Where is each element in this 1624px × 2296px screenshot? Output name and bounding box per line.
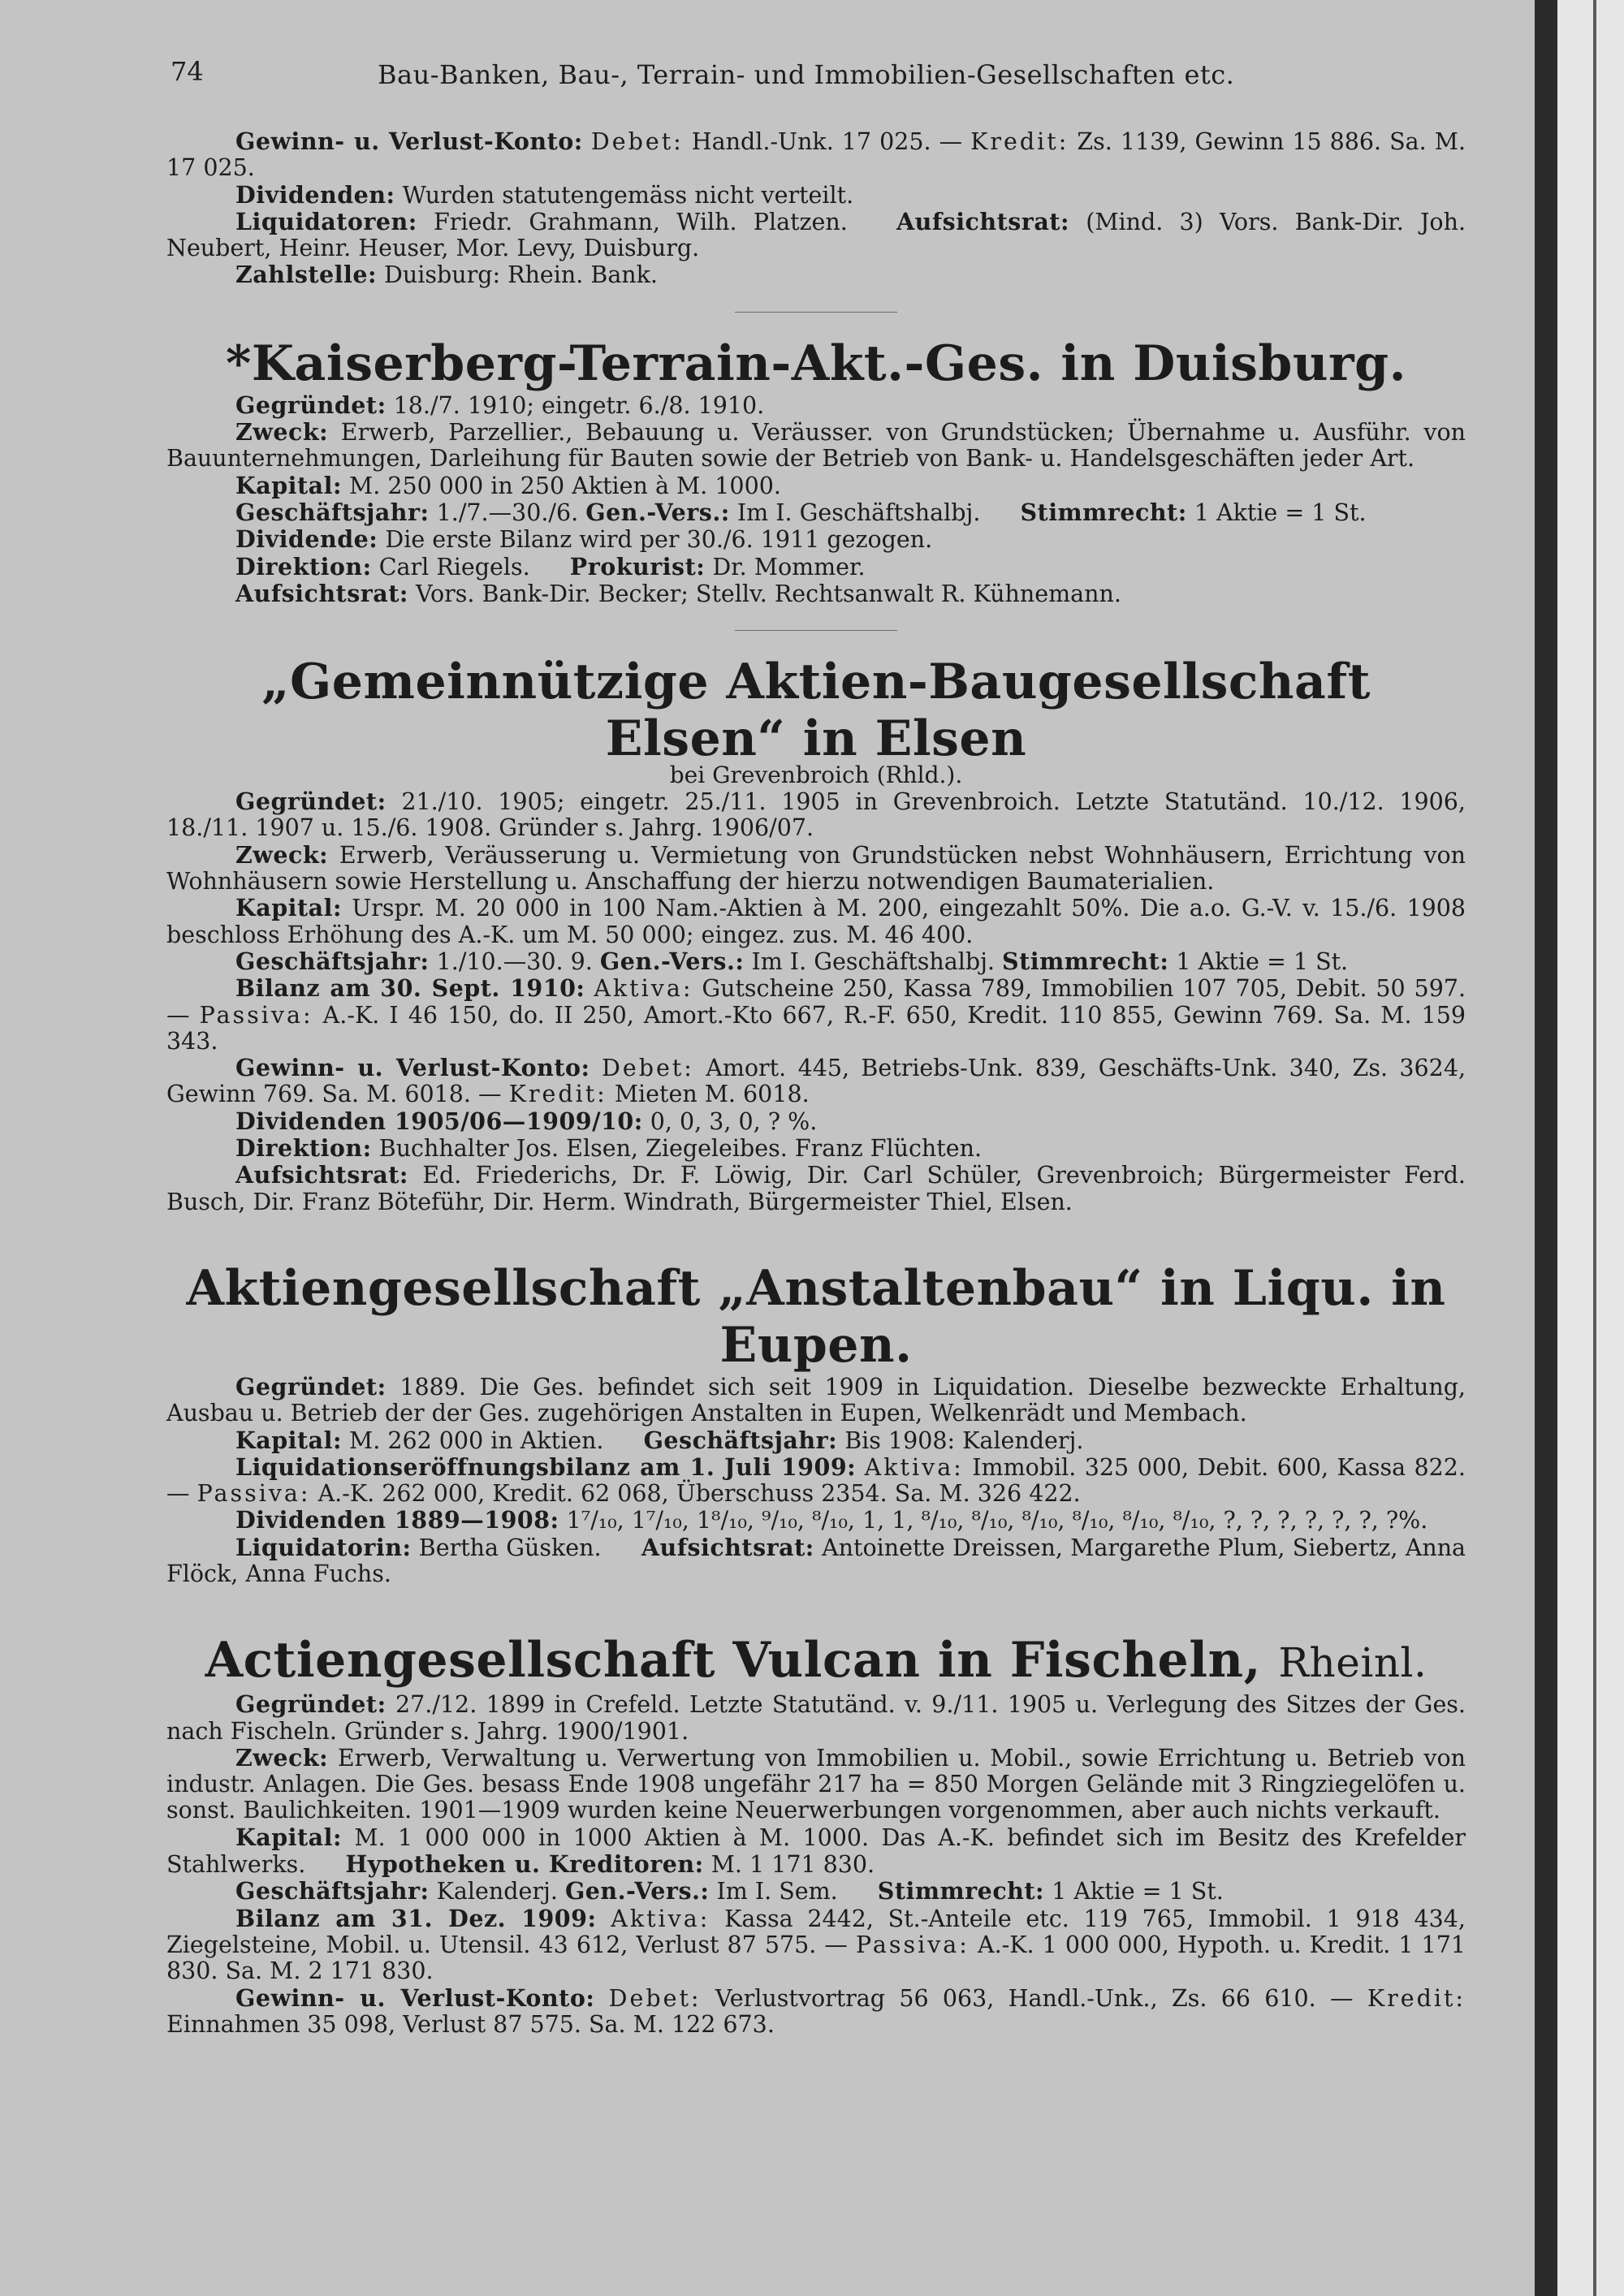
liquidation-balance-label: Liquidationseröffnungsbilanz am 1. Juli 1909: — [235, 1452, 857, 1481]
guv-paragraph — [166, 1055, 1466, 1108]
page-number: 74 — [171, 56, 204, 87]
purpose-text: Erwerb, Parzellier., Bebauung u. Veräusser. von Grundstücken; Übernahme u. Ausführ. von Bauunternehmungen, Darleihung für Bauten sowie der Betrieb von Bank- u. Handelsgeschäften jeder Art. — [166, 419, 1466, 473]
supervisory-paragraph — [166, 1162, 1466, 1215]
capital-label: Kapital: — [235, 1426, 342, 1454]
capital-text: M. 262 000 in Aktien. — [349, 1426, 604, 1454]
direction-paragraph — [166, 1135, 1466, 1162]
paying-agent-paragraph — [166, 261, 1466, 288]
company-title-region: Rheinl. — [1278, 1639, 1427, 1687]
debet-label: Debet: — [601, 1055, 694, 1082]
capital-label: Kapital: — [235, 894, 342, 922]
voting-right-text: 1 Aktie = 1 St. — [1052, 1878, 1224, 1905]
capital-paragraph — [166, 1427, 1466, 1454]
guv-kredit-text: Mieten M. 6018. — [614, 1081, 810, 1108]
capital-paragraph — [166, 895, 1466, 948]
purpose-label: Zweck: — [235, 1743, 329, 1772]
liquidators-label: Liquidatoren: — [235, 207, 417, 235]
guv-kredit-text: Zs. 1139, Gewinn 15 886. Sa. M. 17 025. — [166, 128, 1466, 182]
fiscal-year-paragraph — [166, 499, 1466, 526]
dividends-label: Dividenden 1905/06—1909/10: — [235, 1107, 643, 1135]
purpose-label: Zweck: — [235, 840, 329, 869]
purpose-label: Zweck: — [235, 418, 329, 447]
section-divider — [735, 630, 897, 631]
dividends-text: 0, 0, 3, 0, ? %. — [650, 1107, 818, 1135]
dividends-text: 1⁷/₁₀, 1⁷/₁₀, 1⁸/₁₀, ⁹/₁₀, ⁸/₁₀, 1, 1, ⁸/₁₀, ⁸/₁₀, ⁸/₁₀, ⁸/₁₀, ⁸/₁₀, ⁸/₁₀, ?, ?, ?, ?, ?, ?, ?%. — [566, 1507, 1428, 1534]
assets-label: Aktiva: — [864, 1453, 964, 1481]
fiscal-year-label: Geschäftsjahr: — [235, 947, 430, 975]
purpose-paragraph — [166, 1745, 1466, 1824]
voting-right-label: Stimmrecht: — [1002, 947, 1169, 975]
company-title: Aktiengesellschaft „Anstaltenbau“ in Liqu. in Eupen. — [186, 1259, 1446, 1374]
company-title — [166, 1632, 1466, 1691]
general-meeting-label: Gen.-Vers.: — [599, 947, 745, 975]
balance-paragraph — [166, 975, 1466, 1055]
dividend-label: Dividende: — [235, 525, 378, 554]
entry-elsen — [166, 654, 1466, 1215]
liquidation-balance-paragraph — [166, 1454, 1466, 1508]
liquidators-paragraph — [166, 209, 1466, 262]
entry-continuation — [166, 128, 1466, 289]
founded-label: Gegründet: — [235, 1690, 387, 1719]
capital-text: Urspr. M. 20 000 in 100 Nam.-Aktien à M. 200, eingezahlt 50%. Die a.o. G.-V. v. 15./6. 1908 beschloss Erhöhung des A.-K. um M. 50 000; eingez. zus. M. 46 400. — [166, 895, 1466, 948]
supervisory-board-text: Vors. Bank-Dir. Becker; Stellv. Rechtsanwalt R. Kühnemann. — [415, 580, 1121, 607]
capital-label: Kapital: — [235, 1823, 342, 1851]
capital-text: M. 250 000 in 250 Aktien à M. 1000. — [349, 472, 781, 499]
fiscal-year-text: 1./10.—30. 9. — [436, 947, 593, 975]
voting-right-label: Stimmrecht: — [1020, 498, 1187, 526]
supervisory-board-label: Aufsichtsrat: — [641, 1533, 814, 1561]
guv-paragraph — [166, 128, 1466, 182]
purpose-text: Erwerb, Verwaltung u. Verwertung von Immobilien u. Mobil., sowie Errichtung u. Betrieb von industr. Anlagen. Die Ges. besass Ende 1908 ungefähr 217 ha = 850 Morgen Gelände mit 3 Ringziegelöfen u. sonst. Baulichkeiten. 1901—1909 wurden keine Neuerwerbungen vorgenommen, aber auch nichts verkauft. — [166, 1744, 1466, 1824]
supervisory-board-label: Aufsichtsrat: — [235, 1161, 408, 1189]
page-content — [166, 49, 1466, 2038]
direction-label: Direktion: — [235, 1134, 372, 1163]
guv-label: Gewinn- u. Verlust-Konto: — [235, 1983, 595, 2012]
founded-paragraph — [166, 392, 1466, 419]
liabilities-text: A.-K. I 46 150, do. II 250, Amort.-Kto 667, R.-F. 650, Kredit. 110 855, Gewinn 769. Sa. M. 159 343. — [166, 1001, 1466, 1055]
capital-paragraph — [166, 473, 1466, 499]
liquidator-label: Liquidatorin: — [235, 1533, 412, 1561]
general-meeting-text: Im I. Geschäftshalbj. — [751, 947, 995, 975]
company-title: *Kaiserberg-Terrain-Akt.-Ges. in Duisburg. — [226, 334, 1406, 392]
founded-text: 27./12. 1899 in Crefeld. Letzte Statutänd. v. 9./11. 1905 u. Verlegung des Sitzes der Ges. nach Fischeln. Gründer s. Jahrg. 1900/1901. — [166, 1691, 1466, 1745]
fiscal-year-text: 1./7.—30./6. — [436, 498, 579, 526]
liquidator-paragraph — [166, 1534, 1466, 1588]
supervisory-board-label: Aufsichtsrat: — [235, 579, 408, 607]
guv-debet-text: Amort. 445, Betriebs-Unk. 839, Geschäfts-Unk. 340, Zs. 3624, Gewinn 769. Sa. M. 6018. — — [166, 1055, 1466, 1108]
section-divider — [735, 312, 897, 313]
voting-right-text: 1 Aktie = 1 St. — [1176, 947, 1349, 975]
liabilities-label: Passiva: — [855, 1931, 970, 1958]
general-meeting-text: Im I. Sem. — [716, 1878, 838, 1905]
dividend-text: Die erste Bilanz wird per 30./6. 1911 gezogen. — [385, 526, 933, 554]
paying-agent-text: Duisburg: Rhein. Bank. — [384, 261, 658, 289]
liabilities-label: Passiva: — [199, 1001, 313, 1029]
dividends-label: Dividenden: — [235, 180, 395, 209]
fiscal-year-paragraph — [166, 948, 1466, 975]
founded-text: 1889. Die Ges. befindet sich seit 1909 in Liquidation. Dieselbe bezweckte Erhaltung, Ausbau u. Betrieb der der Ges. zugehörigen Anstalten in Eupen, Welkenrädt und Membach. — [166, 1373, 1466, 1427]
fiscal-year-label: Geschäftsjahr: — [643, 1426, 838, 1454]
founded-paragraph — [166, 1691, 1466, 1745]
assets-text: Kassa 2442, St.-Anteile etc. 119 765, Immobil. 1 918 434, Ziegelsteine, Mobil. u. Utensil. 43 612, Verlust 87 575. — — [166, 1905, 1466, 1958]
fiscal-year-paragraph — [166, 1878, 1466, 1905]
debet-label: Debet: — [608, 1984, 702, 2012]
liabilities-label: Passiva: — [197, 1480, 311, 1508]
entry-eupen — [166, 1260, 1466, 1587]
mortgages-text: M. 1 171 830. — [710, 1851, 875, 1879]
direction-text: Buchhalter Jos. Elsen, Ziegeleibes. Franz Flüchten. — [378, 1135, 983, 1163]
debet-label: Debet: — [590, 128, 684, 155]
general-meeting-label: Gen.-Vers.: — [585, 498, 730, 526]
kredit-label: Kredit: — [970, 128, 1069, 155]
capital-text: M. 1 000 000 in 1000 Aktien à M. 1000. Das A.-K. befindet sich im Besitz des Krefelder Stahlwerks. — [166, 1823, 1466, 1879]
dividend-paragraph — [166, 526, 1466, 553]
paying-agent-label: Zahlstelle: — [235, 261, 377, 289]
assets-text: Immobil. 325 000, Debit. 600, Kassa 822. — — [166, 1453, 1466, 1508]
purpose-paragraph — [166, 842, 1466, 896]
founded-text: 21./10. 1905; eingetr. 25./11. 1905 in Grevenbroich. Letzte Statutänd. 10./12. 1906, 18./11. 1907 u. 15./6. 1908. Gründer s. Jahrg. 1906/07. — [166, 788, 1466, 842]
liabilities-text: A.-K. 262 000, Kredit. 62 068, Überschuss 2354. Sa. M. 326 422. — [317, 1480, 1081, 1508]
liquidators-text: Friedr. Grahmann, Wilh. Platzen. — [434, 208, 848, 235]
page-edge-line — [1593, 0, 1596, 2296]
capital-paragraph — [166, 1824, 1466, 1879]
voting-right-label: Stimmrecht: — [877, 1877, 1045, 1905]
founded-paragraph — [166, 1374, 1466, 1427]
company-title: „Gemeinnützige Aktien-Baugesellschaft Elsen“ in Elsen — [261, 654, 1371, 768]
running-head: Bau-Banken, Bau-, Terrain- und Immobilien-Gesellschaften etc. — [378, 59, 1235, 90]
dividends-text: Wurden statutengemäss nicht verteilt. — [402, 181, 854, 209]
supervisory-board-text: (Mind. 3) Vors. Bank-Dir. Joh. Neubert, Heinr. Heuser, Mor. Levy, Duisburg. — [166, 208, 1466, 262]
dividends-paragraph — [166, 1507, 1466, 1534]
supervisory-paragraph — [166, 580, 1466, 607]
guv-kredit-text: Einnahmen 35 098, Verlust 87 575. Sa. M. 122 673. — [166, 2010, 775, 2038]
purpose-paragraph — [166, 419, 1466, 473]
procurator-label: Prokurist: — [569, 552, 706, 580]
kredit-label: Kredit: — [1367, 1984, 1466, 2012]
direction-text: Carl Riegels. — [378, 553, 530, 580]
supervisory-board-label: Aufsichtsrat: — [896, 207, 1069, 235]
page-margin-strip — [1557, 0, 1624, 2296]
entry-kaiserberg — [166, 335, 1466, 607]
fiscal-year-label: Geschäftsjahr: — [235, 1877, 430, 1905]
kredit-label: Kredit: — [508, 1081, 607, 1108]
company-subtitle: bei Grevenbroich (Rhld.). — [669, 762, 963, 789]
dividends-paragraph — [166, 1108, 1466, 1135]
supervisory-board-text: Antoinette Dreissen, Margarethe Plum, Siebertz, Anna Flöck, Anna Fuchs. — [166, 1534, 1466, 1587]
board-paragraph — [166, 554, 1466, 580]
mortgages-label: Hypotheken u. Kreditoren: — [345, 1850, 704, 1879]
founded-paragraph — [166, 788, 1466, 842]
liabilities-text: A.-K. 1 000 000, Hypoth. u. Kredit. 1 171 830. Sa. M. 2 171 830. — [166, 1931, 1466, 1985]
assets-label: Aktiva: — [594, 975, 693, 1003]
entry-vulcan — [166, 1632, 1466, 2038]
fiscal-year-text: Kalenderj. — [436, 1878, 558, 1905]
guv-debet-text: Verlustvortrag 56 063, Handl.-Unk., Zs. 66 610. — — [715, 1984, 1354, 2012]
guv-debet-text: Handl.-Unk. 17 025. — — [691, 128, 963, 155]
voting-right-text: 1 Aktie = 1 St. — [1194, 498, 1367, 526]
founded-label: Gegründet: — [235, 1372, 387, 1400]
balance-label: Bilanz am 30. Sept. 1910: — [235, 974, 585, 1003]
direction-label: Direktion: — [235, 552, 372, 580]
dividends-label: Dividenden 1889—1908: — [235, 1506, 559, 1534]
assets-label: Aktiva: — [611, 1905, 710, 1932]
founded-label: Gegründet: — [235, 391, 387, 419]
founded-label: Gegründet: — [235, 788, 387, 816]
page-binding-edge — [1535, 0, 1557, 2296]
fiscal-year-text: Bis 1908: Kalenderj. — [844, 1426, 1084, 1454]
fiscal-year-label: Geschäftsjahr: — [235, 498, 430, 526]
balance-label: Bilanz am 31. Dez. 1909: — [235, 1904, 597, 1932]
balance-paragraph — [166, 1905, 1466, 1985]
guv-paragraph — [166, 1985, 1466, 2039]
guv-label: Gewinn- u. Verlust-Konto: — [235, 127, 583, 155]
dividends-paragraph — [166, 182, 1466, 209]
assets-text: Gutscheine 250, Kassa 789, Immobilien 107 705, Debit. 50 597. — — [166, 975, 1466, 1029]
procurator-text: Dr. Mommer. — [712, 553, 866, 580]
company-title-main: Actiengesellschaft Vulcan in Fischeln, — [205, 1632, 1262, 1690]
purpose-text: Erwerb, Veräusserung u. Vermietung von Grundstücken nebst Wohnhäusern, Errichtung von Wohnhäusern sowie Herstellung u. Anschaffung der hierzu notwendigen Baumaterialien. — [166, 841, 1466, 896]
general-meeting-text: Im I. Geschäftshalbj. — [736, 498, 981, 526]
guv-label: Gewinn- u. Verlust-Konto: — [235, 1054, 590, 1082]
supervisory-board-text: Ed. Friederichs, Dr. F. Löwig, Dir. Carl Schüler, Grevenbroich; Bürgermeister Ferd. Busch, Dir. Franz Böteführ, Dir. Herm. Windrath, Bürgermeister Thiel, Elsen. — [166, 1162, 1466, 1215]
liquidator-text: Bertha Güsken. — [418, 1534, 602, 1561]
capital-label: Kapital: — [235, 471, 342, 499]
general-meeting-label: Gen.-Vers.: — [564, 1877, 710, 1905]
page-header — [166, 49, 1466, 97]
founded-text: 18./7. 1910; eingetr. 6./8. 1910. — [393, 391, 765, 419]
